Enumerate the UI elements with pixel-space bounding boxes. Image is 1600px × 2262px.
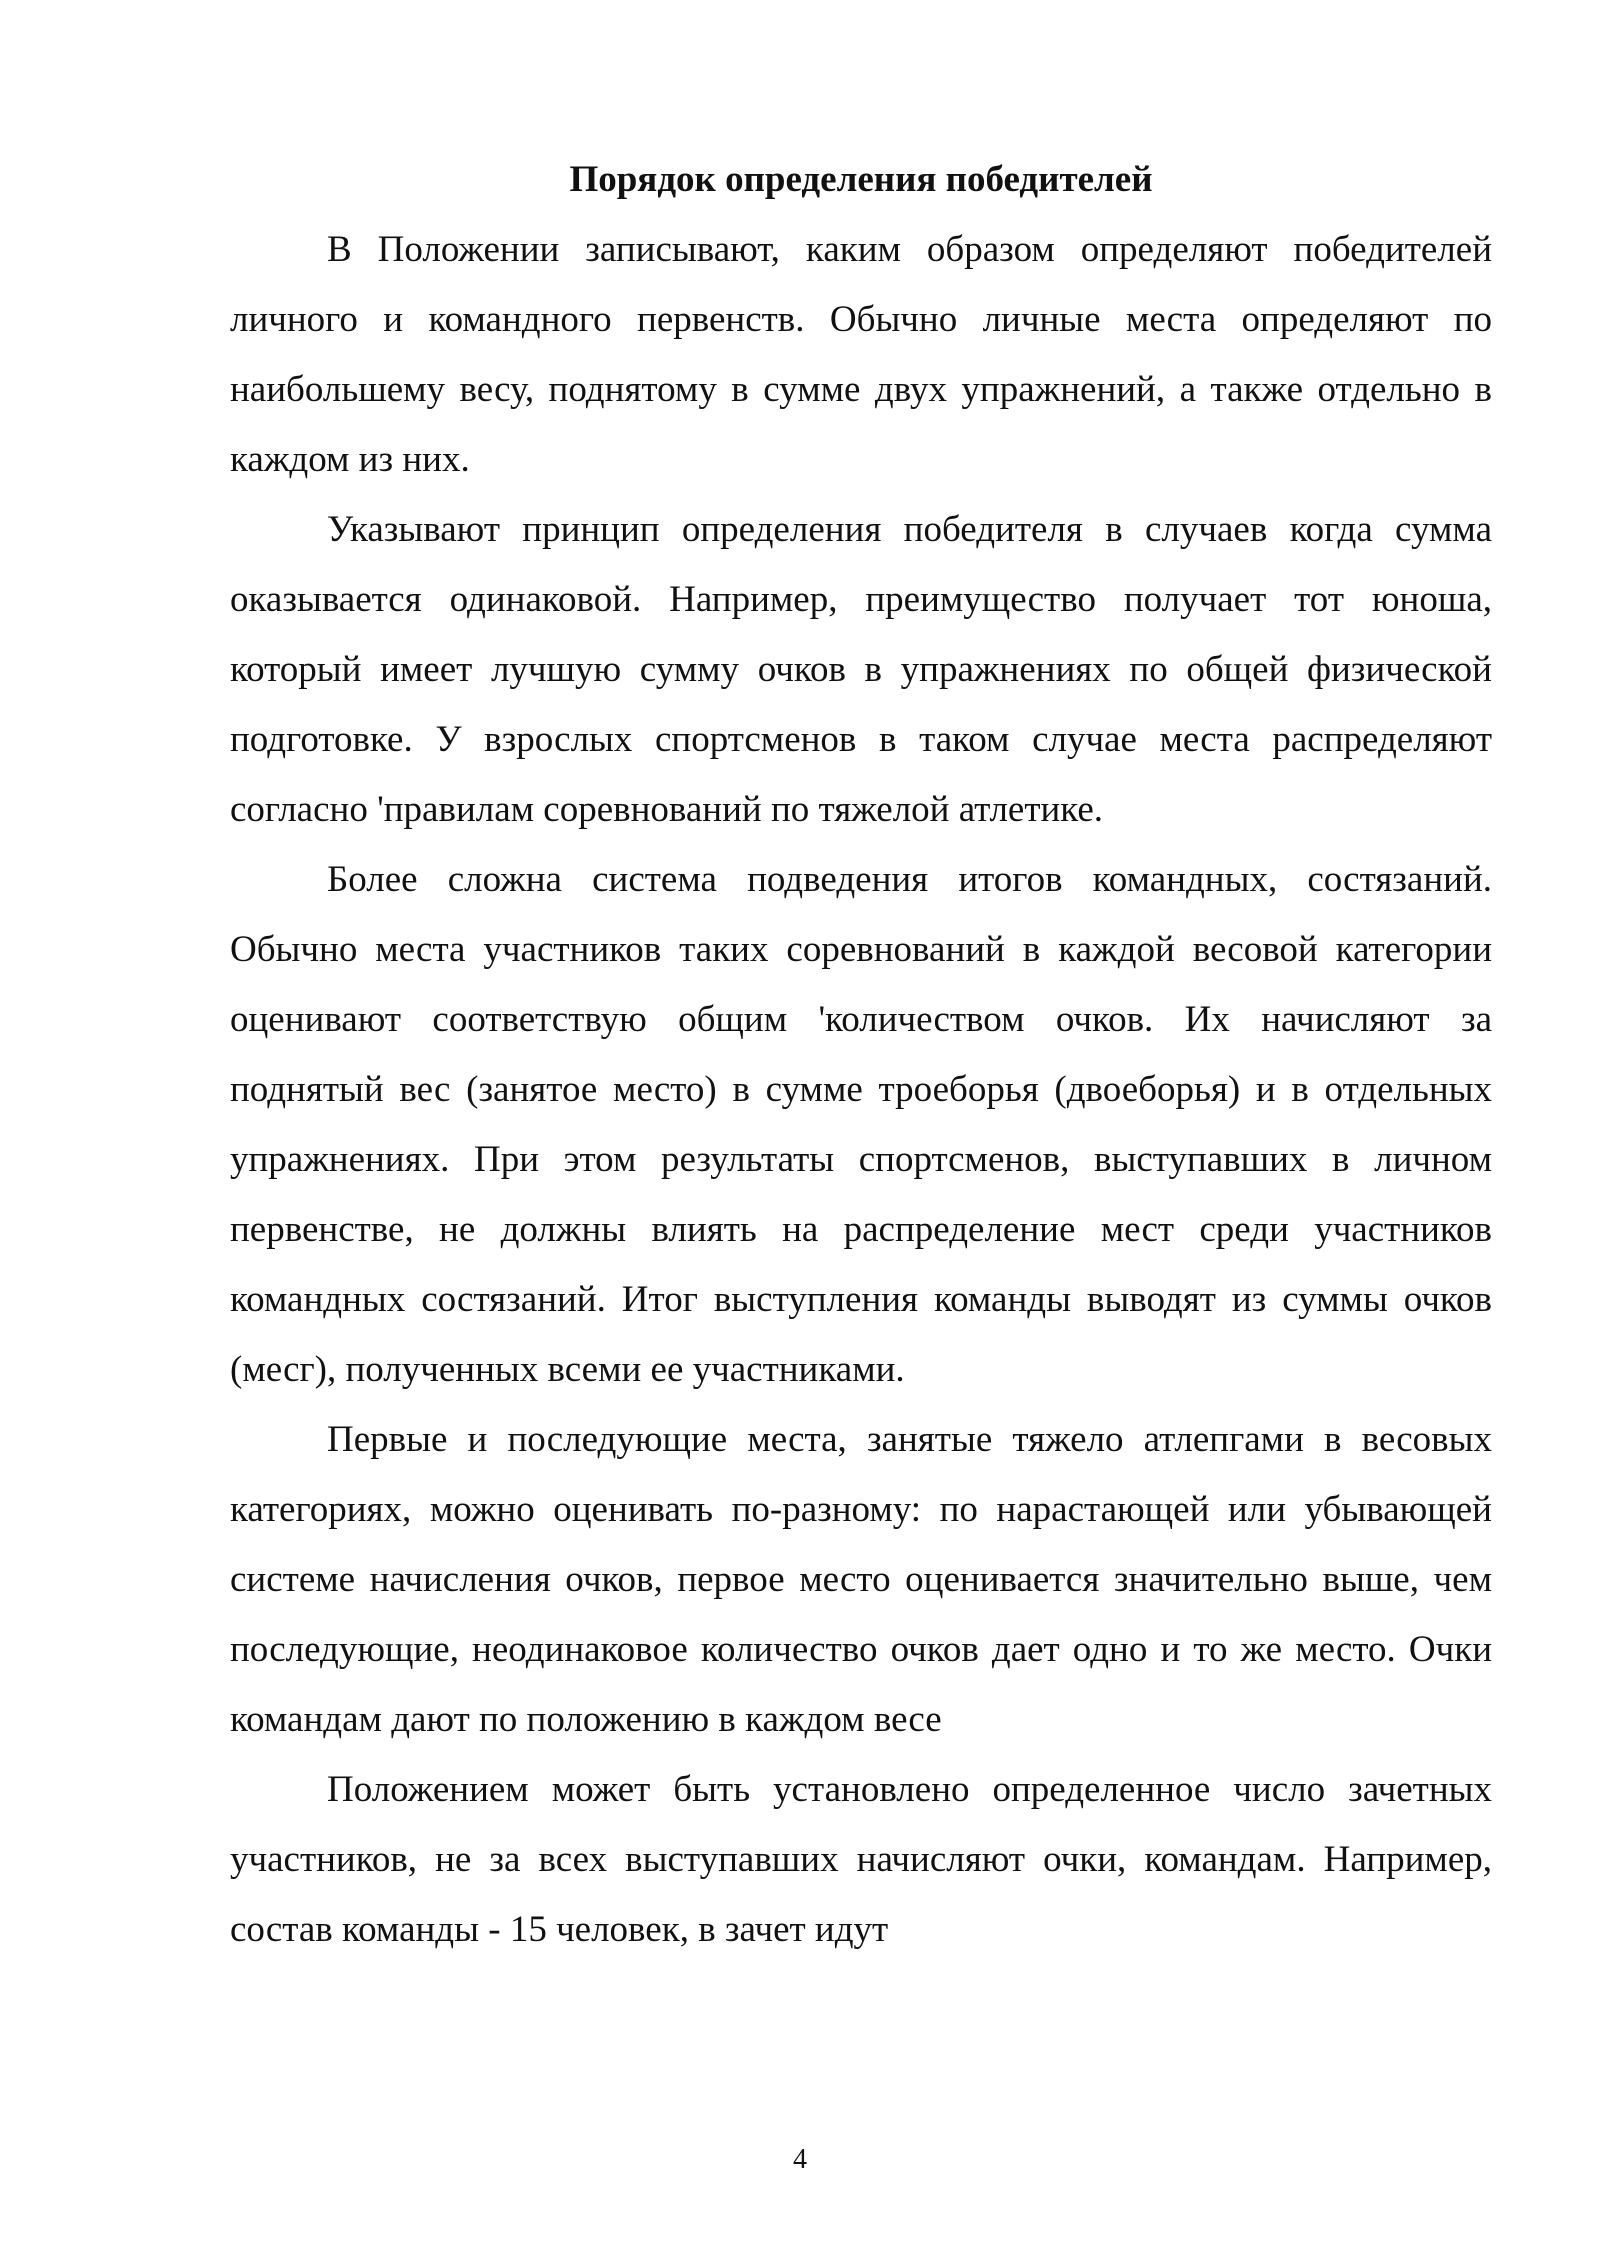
paragraph-1: В Положении записывают, каким образом определяют победителей личного и командного первенств. Обычно личные места определяют по наибольшему весу, поднятому в сумме двух упражнений, а также отдельно в каждом из них. [230,229,1492,480]
paragraph-4: Первые и последующие места, занятые тяжело атлепгами в весовых категориях, можно оценивать по-разному: по нарастающей или убывающей системе начисления очков, первое место оценивается значительно выше, чем последующие, неодинаковое количество очков дает одно и то же место. Очки командам дают по положению в каждом весе [230,1419,1492,1740]
page-number: 4 [793,2144,807,2175]
paragraph-2: Указывают принцип определения победителя в случаев когда сумма оказывается одинаковой. Например, преимущество получает тот юноша, который имеет лучшую сумму очков в упражнениях по общей физической подготовке. У взрослых спортсменов в таком случае места распределяют согласно 'правилам соревнований по тяжелой атлетике. [230,509,1492,830]
text-block [230,145,1492,1965]
paragraph-3: Более сложна система подведения итогов командных, состязаний. Обычно места участников таких соревнований в каждой весовой категории оценивают соответствую общим 'количеством очков. Их начисляют за поднятый вес (занятое место) в сумме троеборья (двоеборья) и в отдельных упражнениях. При этом результаты спортсменов, выступавших в личном первенстве, не должны влиять на распределение мест среди участников командных состязаний. Итог выступления команды выводят из суммы очков (месг), полученных всеми ее участниками. [230,859,1492,1390]
section-title: Порядок определения победителей [569,159,1153,200]
paragraph-5: Положением может быть установлено определенное число зачетных участников, не за всех выступавших начисляют очки, командам. Например, состав команды - 15 человек, в зачет идут [230,1769,1492,1950]
